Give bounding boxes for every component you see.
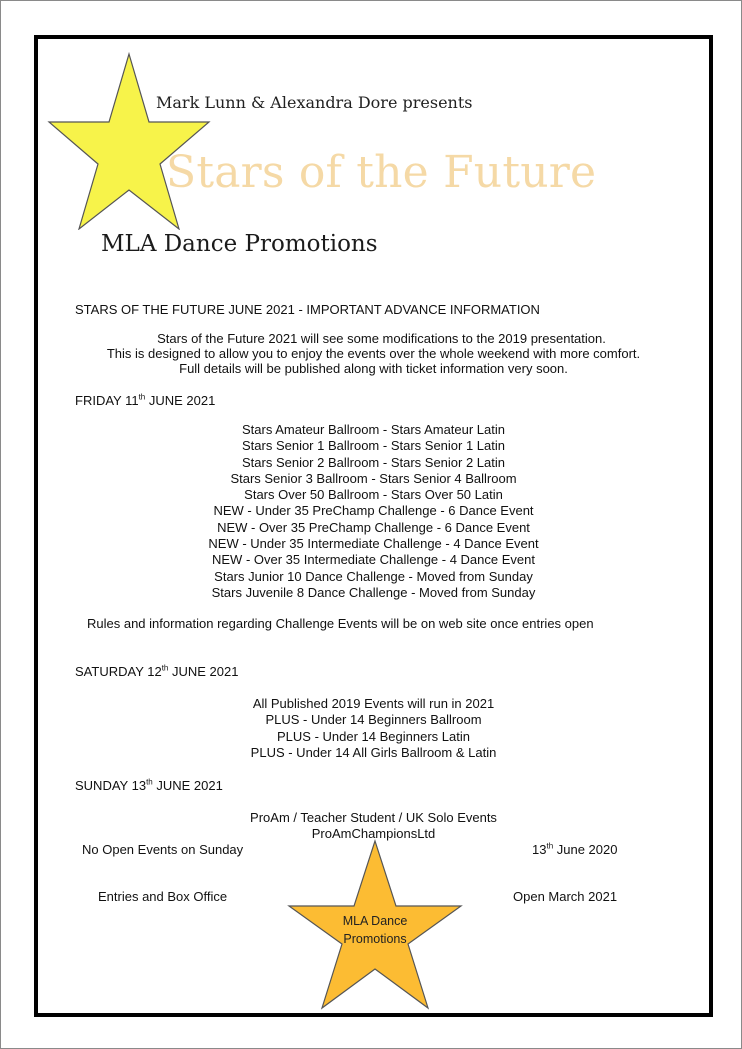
friday-events: [38, 422, 709, 601]
saturday-heading: SATURDAY 12th JUNE 2021: [75, 663, 239, 679]
poster: [34, 35, 713, 1017]
intro-line: This is designed to allow you to enjoy the events over the whole weekend with more comfort.: [106, 346, 641, 361]
list-item: PLUS - Under 14 All Girls Ballroom & Latin: [250, 744, 497, 760]
list-item: NEW - Under 35 PreChamp Challenge - 6 Dance Event: [213, 503, 534, 519]
list-item: Stars Senior 1 Ballroom - Stars Senior 1 Latin: [241, 438, 505, 454]
list-item: ProAm / Teacher Student / UK Solo Events: [250, 810, 497, 825]
challenge-note: Rules and information regarding Challenge Events will be on web site once entries open: [87, 616, 594, 631]
list-item: ProAmChampionsLtd: [311, 826, 436, 842]
intro-heading: STARS OF THE FUTURE JUNE 2021 - IMPORTANT ADVANCE INFORMATION: [75, 302, 540, 317]
list-item: Stars Over 50 Ballroom - Stars Over 50 Latin: [244, 487, 503, 503]
presenters-line: Mark Lunn & Alexandra Dore presents: [156, 93, 473, 112]
list-item: NEW - Over 35 PreChamp Challenge - 6 Dance Event: [217, 519, 530, 535]
sunday-events: [38, 810, 709, 843]
intro-line: Stars of the Future 2021 will see some modifications to the 2019 presentation.: [157, 331, 606, 346]
list-item: PLUS - Under 14 Beginners Ballroom: [265, 712, 482, 728]
list-item: NEW - Over 35 Intermediate Challenge - 4 Dance Event: [212, 552, 535, 568]
list-item: Stars Amateur Ballroom - Stars Amateur Latin: [242, 422, 505, 437]
list-item: NEW - Under 35 Intermediate Challenge - 4 Dance Event: [208, 536, 539, 552]
intro-line: Full details will be published along with ticket information very soon.: [179, 361, 568, 376]
organization-name: MLA Dance Promotions: [101, 231, 378, 257]
list-item: All Published 2019 Events will run in 2021: [252, 696, 495, 711]
saturday-events: [38, 696, 709, 761]
list-item: PLUS - Under 14 Beginners Latin: [277, 728, 470, 744]
bottom-star-icon: [287, 839, 463, 1011]
list-item: Stars Juvenile 8 Dance Challenge - Moved from Sunday: [211, 584, 536, 600]
no-open-events: No Open Events on Sunday: [82, 842, 244, 857]
notice-date: 13th June 2020: [532, 841, 618, 857]
list-item: Stars Junior 10 Dance Challenge - Moved from Sunday: [214, 568, 533, 584]
open-date: Open March 2021: [513, 889, 618, 904]
event-title: Stars of the Future: [166, 147, 597, 198]
friday-heading: FRIDAY 11th JUNE 2021: [75, 392, 216, 408]
intro-text: [38, 331, 709, 376]
list-item: Stars Senior 3 Ballroom - Stars Senior 4 Ballroom: [230, 470, 517, 486]
sunday-heading: SUNDAY 13th JUNE 2021: [75, 777, 223, 793]
star-label: MLA Dance Promotions: [342, 914, 408, 946]
entries-box-office: Entries and Box Office: [98, 889, 228, 904]
list-item: Stars Senior 2 Ballroom - Stars Senior 2 Latin: [241, 454, 505, 470]
top-star-icon: [47, 52, 211, 230]
